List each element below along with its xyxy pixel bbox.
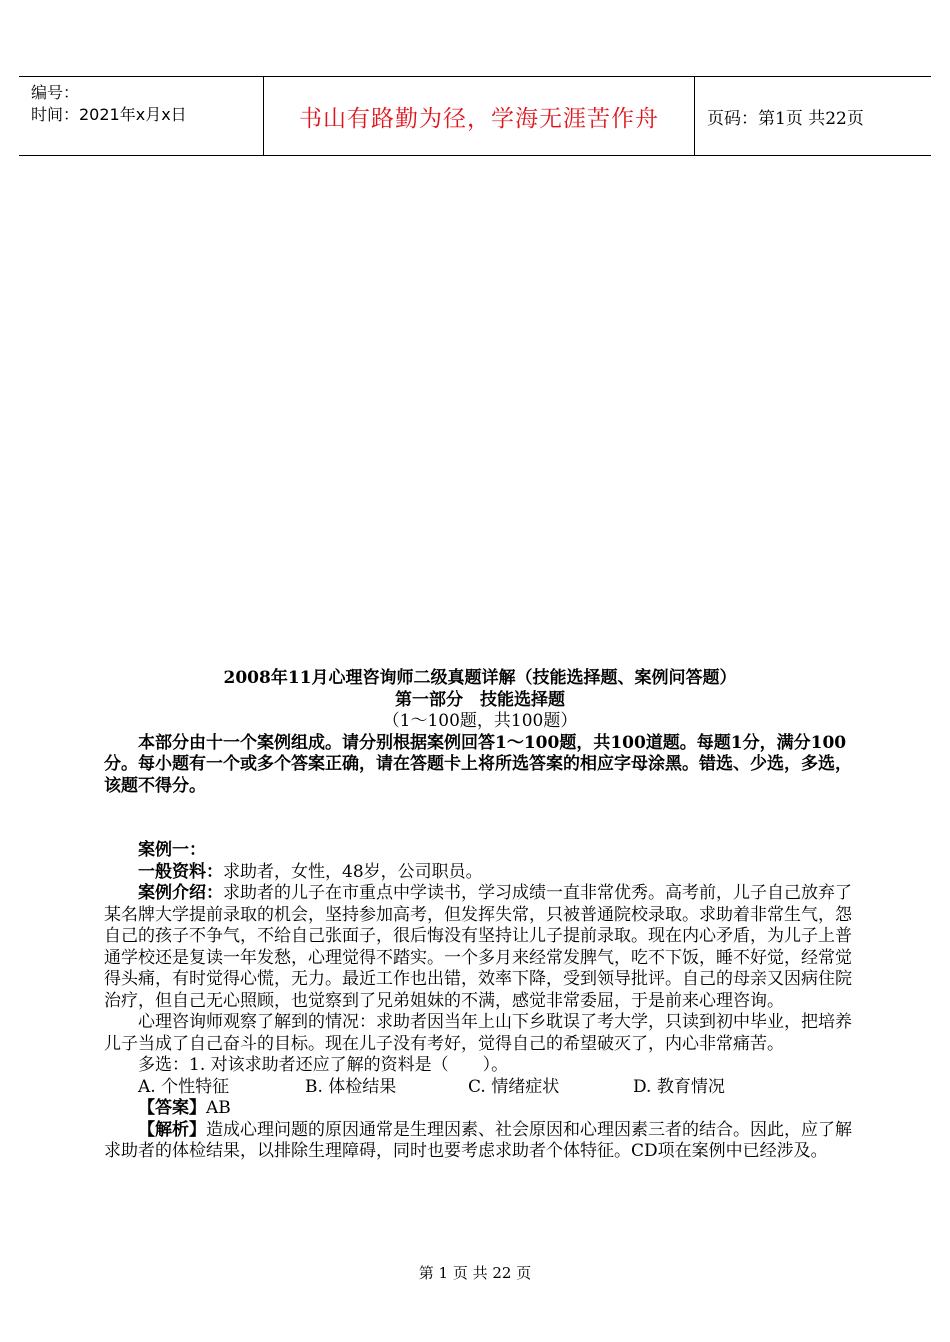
header-motto-cell — [264, 77, 695, 156]
part-title: 第一部分 技能选择题 — [395, 689, 565, 710]
document-body — [104, 668, 856, 1163]
question-1: 多选：1. 对该求助者还应了解的资料是（ ）。 — [138, 1055, 509, 1075]
page-footer: 第 1 页 共 22 页 — [418, 1264, 532, 1282]
case-intro — [104, 883, 856, 1012]
case-intro-label: 案例介绍： — [138, 883, 223, 903]
option-b: B. 体检结果 — [305, 1076, 397, 1097]
case-title: 案例一： — [138, 840, 206, 860]
doc-title: 2008年11月心理咨询师二级真题详解（技能选择题、案例问答题） — [223, 668, 737, 688]
number-label: 编号： — [31, 83, 80, 102]
header-page-info: 页码：第1页 共22页 — [695, 77, 932, 156]
case-intro-text: 求助者的儿子在市重点中学读书，学习成绩一直非常优秀。高考前，儿子自己放弃了某名牌大学提前录取的机会，坚持参加高考，但发挥失常，只被普通院校录取。求助着非常生气，怨自己的孩子不争气，不给自己张面子，很后悔没有坚持让儿子提前录取。现在内心矛盾，为儿子上普通学校还是复读一年发愁，心理觉得不踏实。一个多月来经常发脾气，吃不下饭，睡不好觉，经常觉得头痛，有时觉得心慌，无力。最近工作也出错，效率下降，受到领导批评。自己的母亲又因病住院治疗，但自己无心照顾，也觉察到了兄弟姐妹的不满，感觉非常委屈，于是前来心理咨询。 — [104, 883, 852, 1011]
page-header — [19, 76, 931, 156]
spacer — [104, 797, 856, 819]
intro-paragraph: 本部分由十一个案例组成。请分别根据案例回答1～100题，共100道题。每题1分，满分100分。每小题有一个或多个答案正确，请在答题卡上将所选答案的相应字母涂黑。错选、少选，多选，该题不得分。 — [104, 732, 852, 796]
observation-paragraph: 心理咨询师观察了解到的情况：求助者因当年上山下乡耽误了考大学，只读到初中毕业，把培养儿子当成了自己奋斗的目标。现在儿子没有考好，觉得自己的希望破灭了，内心非常痛苦。 — [104, 1012, 852, 1054]
part-range: （1～100题，共100题） — [382, 711, 578, 731]
analysis-paragraph — [104, 1120, 856, 1163]
analysis-label: 【解析】 — [138, 1119, 206, 1140]
answer-line — [104, 1098, 856, 1120]
general-label: 一般资料： — [138, 861, 223, 882]
option-a: A. 个性特征 — [138, 1076, 230, 1097]
general-info — [104, 862, 856, 884]
header-motto: 书山有路勤为径，学海无涯苦作舟 — [299, 105, 659, 132]
answer-label: 【答案】 — [138, 1098, 206, 1118]
spacer — [104, 819, 856, 841]
time-label: 时间：2021年x月x日 — [31, 105, 187, 124]
header-meta — [19, 77, 264, 156]
analysis-text: 造成心理问题的原因通常是生理因素、社会原因和心理因素三者的结合。因此，应了解求助者的体检结果，以排除生理障碍，同时也要考虑求助者个体特征。CD项在案例中已经涉及。 — [104, 1119, 852, 1161]
option-d: D. 教育情况 — [633, 1076, 725, 1097]
answer-value: AB — [206, 1098, 231, 1118]
general-text: 求助者，女性，48岁，公司职员。 — [223, 861, 483, 882]
options-row — [104, 1077, 856, 1099]
option-c: C. 情绪症状 — [468, 1076, 560, 1097]
